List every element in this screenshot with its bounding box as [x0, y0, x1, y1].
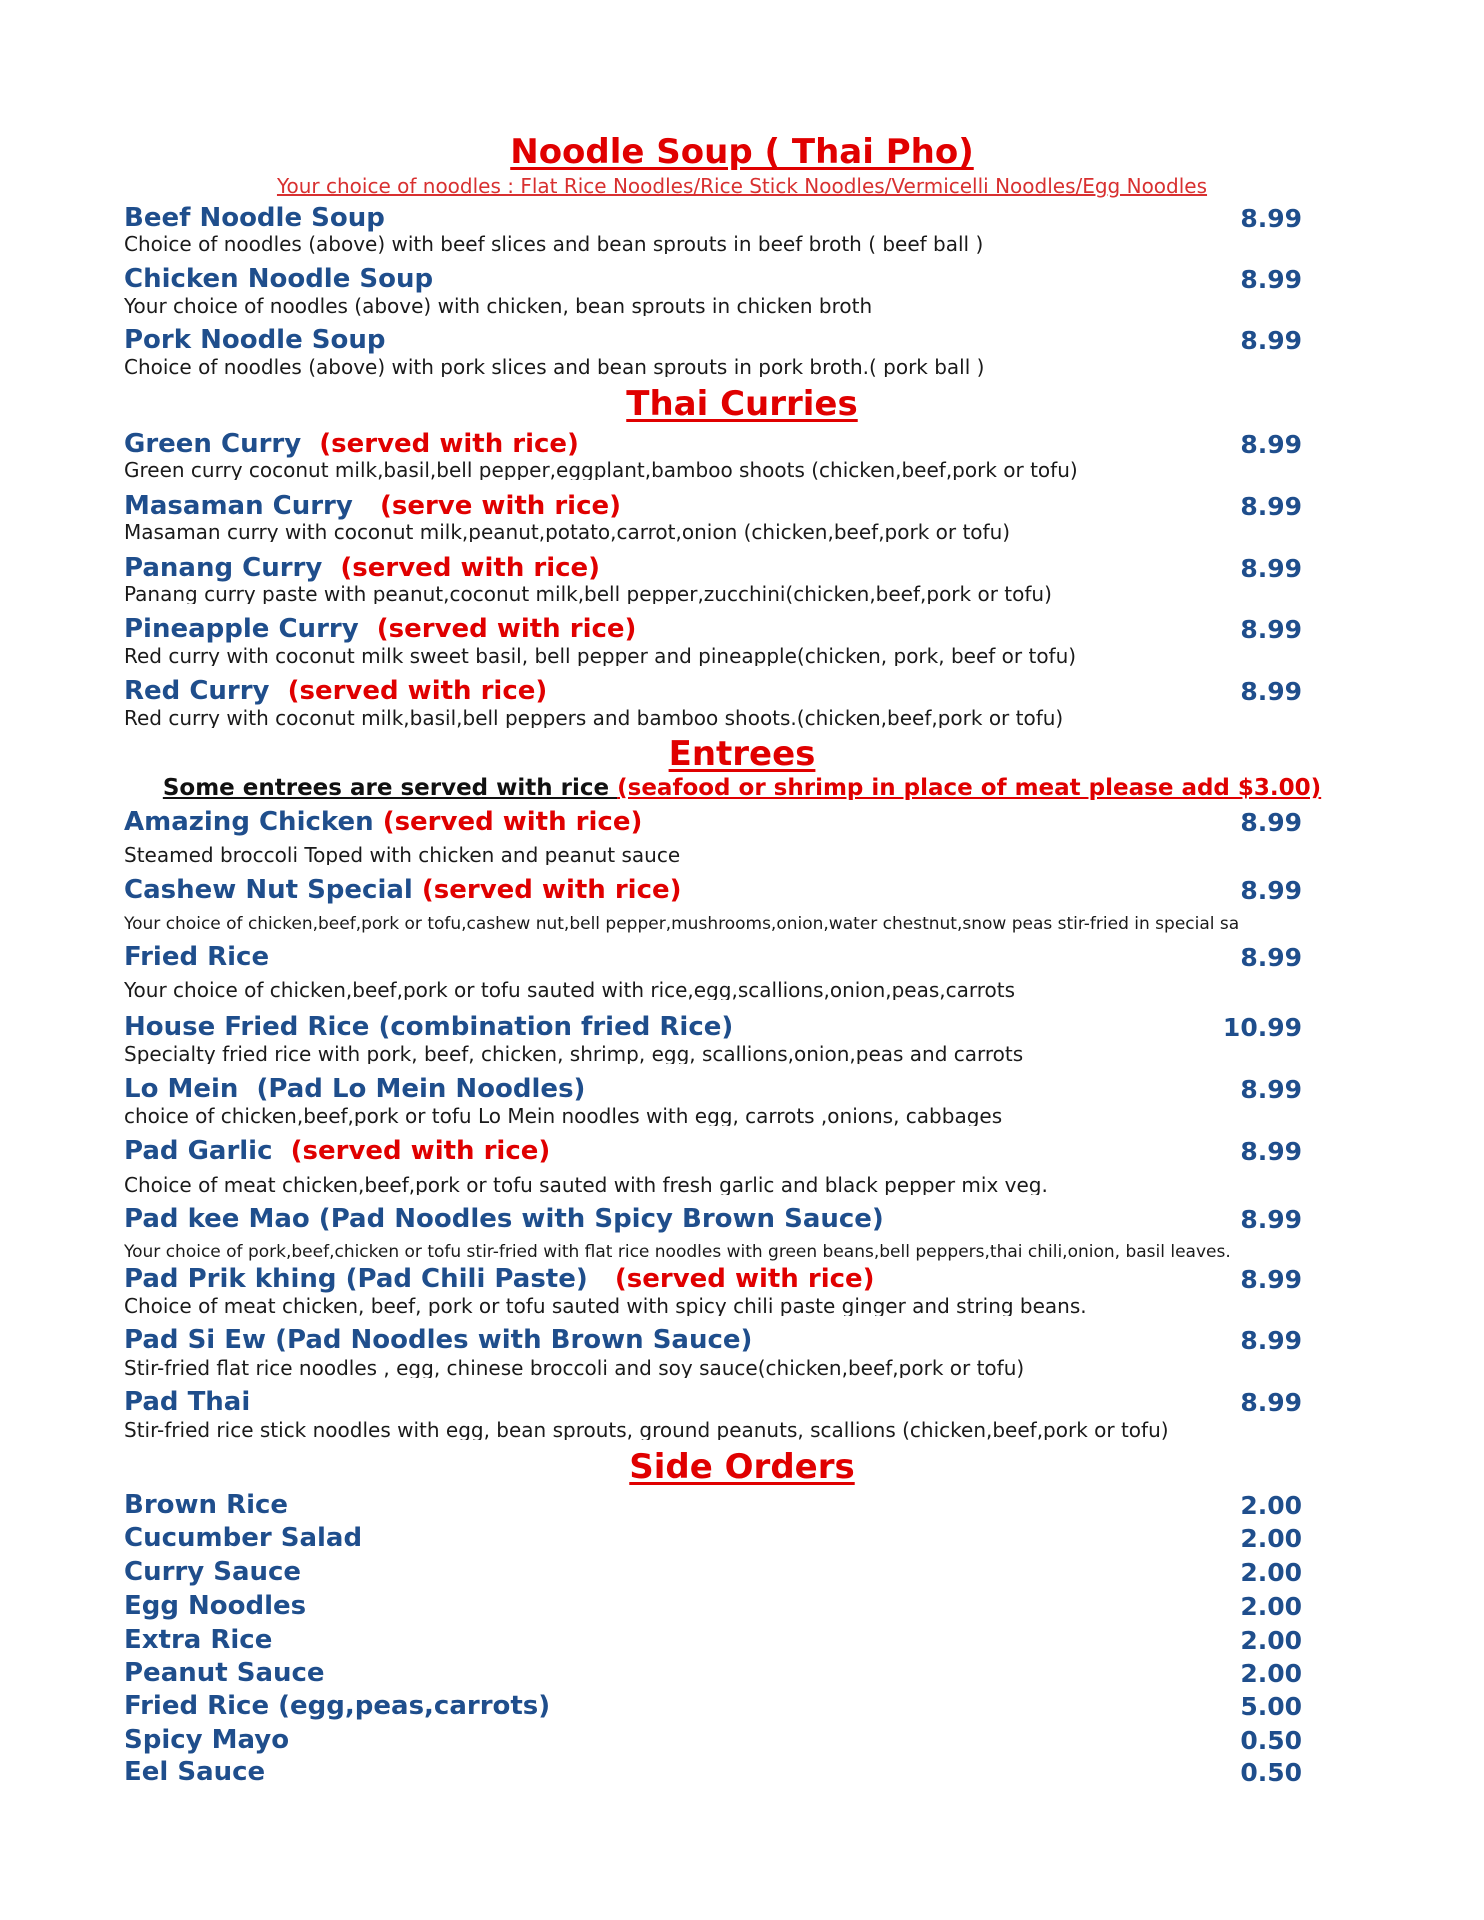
menu-item-name: [124, 944, 269, 970]
menu-item-description: Green curry coconut milk,basil,bell pepper,eggplant,bamboo shoots (chicken,beef,pork or tofu): [124, 460, 1078, 480]
menu-item-description: Stir-fried rice stick noodles with egg, bean sprouts, ground peanuts, scallions (chicken,beef,pork or tofu): [124, 1420, 1169, 1440]
item-title: Brown Rice: [124, 1490, 289, 1520]
menu-item-description: Steamed broccoli Toped with chicken and peanut sauce: [124, 845, 681, 865]
entrees-title: Entrees: [668, 734, 816, 774]
menu-item-description: Choice of noodles (above) with pork slices and bean sprouts in pork broth.( pork ball ): [124, 357, 985, 377]
item-title: Cucumber Salad: [124, 1523, 363, 1553]
menu-item-price: 10.99: [1222, 1013, 1302, 1042]
menu-item-description: Masaman curry with coconut milk,peanut,potato,carrot,onion (chicken,beef,pork or tofu): [124, 522, 1011, 542]
item-title: Fried Rice: [124, 942, 270, 972]
menu-item-name: [124, 1266, 875, 1292]
menu-item-price: 2.00: [1240, 1524, 1302, 1553]
menu-item-description: Stir-fried flat rice noodles , egg, chinese broccoli and soy sauce(chicken,beef,pork or tofu): [124, 1358, 1025, 1378]
menu-item-description: Red curry with coconut milk,basil,bell peppers and bamboo shoots.(chicken,beef,pork or tofu): [124, 708, 1064, 728]
item-title: Eel Sauce: [124, 1757, 266, 1787]
menu-item-price: 8.99: [1240, 1388, 1302, 1417]
menu-item-name: [124, 1206, 884, 1232]
menu-item-name: [124, 1076, 585, 1102]
menu-item-name: [124, 555, 600, 581]
menu-item-name: [124, 266, 433, 292]
served-with-rice-note: (served with rice): [421, 875, 682, 905]
menu-item-price: 8.99: [1240, 265, 1302, 294]
menu-item-description: Choice of meat chicken,beef,pork or tofu sauted with fresh garlic and black pepper mix veg.: [124, 1175, 1048, 1195]
menu-item-description: Your choice of chicken,beef,pork or tofu sauted with rice,egg,scallions,onion,peas,carrots: [124, 980, 1016, 1000]
menu-item-name: [124, 1014, 733, 1040]
menu-item-price: 8.99: [1240, 554, 1302, 583]
menu-item-price: 8.99: [1240, 1326, 1302, 1355]
menu-item-name: [124, 1627, 272, 1653]
noodle-soup-title: Noodle Soup ( Thai Pho): [510, 132, 974, 172]
menu-item-name: [124, 1727, 289, 1753]
served-with-rice-note: (served with rice): [340, 553, 601, 583]
menu-item-name: [124, 1693, 550, 1719]
thai-curries-title: Thai Curries: [626, 384, 858, 424]
menu-item-price: 8.99: [1240, 204, 1302, 233]
menu-item-price: 2.00: [1240, 1491, 1302, 1520]
menu-item-price: 8.99: [1240, 1265, 1302, 1294]
menu-item-price: 8.99: [1240, 677, 1302, 706]
item-title: Fried Rice (egg,peas,carrots): [124, 1691, 551, 1721]
menu-item-name: [124, 1660, 325, 1686]
menu-item-price: 0.50: [1240, 1758, 1302, 1787]
menu-item-price: 8.99: [1240, 1075, 1302, 1104]
menu-item-description: Panang curry paste with peanut,coconut milk,bell pepper,zucchini(chicken,beef,pork or tofu): [124, 584, 1052, 604]
menu-item-price: 8.99: [1240, 876, 1302, 905]
menu-item-price: 8.99: [1240, 1205, 1302, 1234]
served-with-rice-note: (served with rice): [319, 429, 579, 459]
item-title: Egg Noodles: [124, 1591, 307, 1621]
item-title: Pad Si Ew (Pad Noodles with Brown Sauce): [124, 1325, 753, 1355]
menu-item-price: 8.99: [1240, 492, 1302, 521]
menu-item-name: [124, 809, 642, 835]
served-with-rice-note: (served with rice): [614, 1264, 875, 1294]
menu-item-price: 0.50: [1240, 1726, 1302, 1755]
notice-rice-text: Some entrees are served with rice: [162, 775, 618, 801]
menu-item-name: [124, 1327, 752, 1353]
menu-item-name: [124, 1559, 301, 1585]
menu-item-name: [124, 1525, 362, 1551]
item-title: Panang Curry: [124, 553, 341, 583]
menu-item-description: Red curry with coconut milk sweet basil, bell pepper and pineapple(chicken, pork, beef or tofu): [124, 646, 1077, 666]
menu-item-description: Your choice of pork,beef,chicken or tofu stir-fried with flat rice noodles with green beans,bell peppers,thai chili,onion, basil leaves.: [124, 1244, 1231, 1261]
served-with-rice-note: (served with rice): [290, 1136, 551, 1166]
entrees-notice: [0, 777, 1484, 800]
noodle-soup-subtitle: Your choice of noodles : Flat Rice Noodles/Rice Stick Noodles/Vermicelli Noodles/Egg Noodles: [276, 174, 1208, 198]
served-with-rice-note: (serve with rice): [379, 491, 622, 521]
item-title: Pineapple Curry: [124, 614, 377, 644]
menu-item-price: 8.99: [1240, 943, 1302, 972]
item-title: Pork Noodle Soup: [124, 325, 386, 355]
item-title: Curry Sauce: [124, 1557, 302, 1587]
menu-item-name: [124, 678, 547, 704]
menu-item-price: 8.99: [1240, 430, 1302, 459]
item-title: Extra Rice: [124, 1625, 273, 1655]
item-title: Chicken Noodle Soup: [124, 264, 434, 294]
item-title: Lo Mein (Pad Lo Mein Noodles): [124, 1074, 586, 1104]
menu-item-description: Your choice of chicken,beef,pork or tofu,cashew nut,bell pepper,mushrooms,onion,water chestnut,snow peas stir-fried in special sa: [124, 916, 1240, 933]
served-with-rice-note: (served with rice): [382, 807, 643, 837]
menu-item-name: [124, 493, 621, 519]
notice-seafood-text: (seafood or shrimp in place of meat please add $3.00): [617, 775, 1322, 801]
menu-item-price: 2.00: [1240, 1626, 1302, 1655]
item-title: Pad Garlic: [124, 1136, 291, 1166]
item-title: Pad kee Mao (Pad Noodles with Spicy Brown Sauce): [124, 1204, 884, 1234]
menu-item-price: 2.00: [1240, 1558, 1302, 1587]
item-title: Pad Prik khing (Pad Chili Paste): [124, 1264, 615, 1294]
item-title: Peanut Sauce: [124, 1658, 325, 1688]
menu-item-price: 8.99: [1240, 808, 1302, 837]
item-title: Beef Noodle Soup: [124, 203, 385, 233]
item-title: Green Curry: [124, 429, 320, 459]
menu-item-price: 8.99: [1240, 615, 1302, 644]
menu-item-name: [124, 431, 579, 457]
menu-item-name: [124, 1492, 288, 1518]
menu-item-name: [124, 616, 636, 642]
menu-item-name: [124, 205, 385, 231]
menu-item-name: [124, 327, 386, 353]
menu-item-description: Choice of meat chicken, beef, pork or tofu sauted with spicy chili paste ginger and string beans.: [124, 1296, 1087, 1316]
menu-item-name: [124, 877, 682, 903]
menu-item-description: Specialty fried rice with pork, beef, chicken, shrimp, egg, scallions,onion,peas and carrots: [124, 1044, 1024, 1064]
menu-item-name: [124, 1759, 265, 1785]
menu-item-name: [124, 1389, 250, 1415]
menu-item-description: choice of chicken,beef,pork or tofu Lo Mein noodles with egg, carrots ,onions, cabbages: [124, 1106, 1003, 1126]
item-title: Cashew Nut Special: [124, 875, 422, 905]
menu-item-price: 8.99: [1240, 326, 1302, 355]
item-title: Red Curry: [124, 676, 288, 706]
item-title: Spicy Mayo: [124, 1725, 290, 1755]
item-title: Amazing Chicken: [124, 807, 383, 837]
served-with-rice-note: (served with rice): [376, 614, 637, 644]
served-with-rice-note: (served with rice): [287, 676, 548, 706]
menu-item-name: [124, 1138, 550, 1164]
item-title: Masaman Curry: [124, 491, 380, 521]
menu-item-description: Your choice of noodles (above) with chicken, bean sprouts in chicken broth: [124, 296, 873, 316]
menu-item-price: 2.00: [1240, 1592, 1302, 1621]
menu-item-price: 2.00: [1240, 1659, 1302, 1688]
menu-item-name: [124, 1593, 306, 1619]
item-title: Pad Thai: [124, 1387, 251, 1417]
menu-item-price: 5.00: [1240, 1692, 1302, 1721]
menu-item-description: Choice of noodles (above) with beef slices and bean sprouts in beef broth ( beef ball ): [124, 234, 984, 254]
item-title: House Fried Rice (combination fried Rice): [124, 1012, 734, 1042]
side-orders-title: Side Orders: [629, 1447, 855, 1487]
menu-item-price: 8.99: [1240, 1137, 1302, 1166]
